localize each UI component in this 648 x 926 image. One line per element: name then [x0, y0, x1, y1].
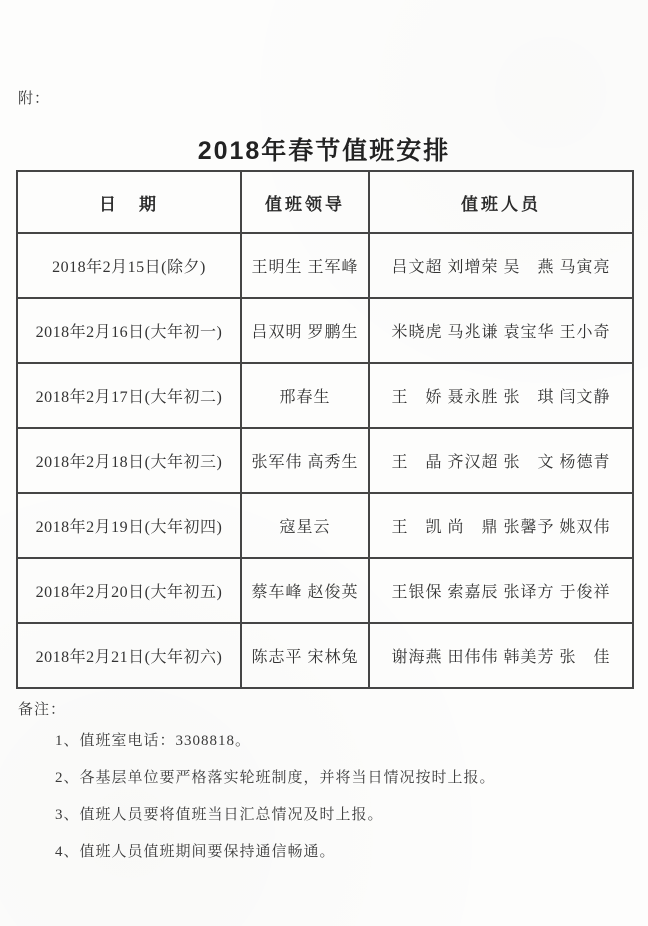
leaders-cell: 蔡车峰 赵俊英	[241, 558, 369, 623]
note-item-3: 3、值班人员要将值班当日汇总情况及时上报。	[55, 807, 384, 823]
leaders-cell: 吕双明 罗鹏生	[241, 298, 369, 363]
notes-section	[18, 698, 628, 881]
leaders-cell: 王明生 王军峰	[241, 233, 369, 298]
date-cell: 2018年2月21日(大年初六)	[17, 623, 241, 688]
staff-cell: 王 凯 尚 鼎 张馨予 姚双伟	[369, 493, 633, 558]
staff-cell: 王 娇 聂永胜 张 琪 闫文静	[369, 363, 633, 428]
attachment-label: 附：	[18, 91, 51, 107]
leaders-cell: 邢春生	[241, 363, 369, 428]
staff-cell: 吕文超 刘增荣 吴 燕 马寅亮	[369, 233, 633, 298]
date-cell: 2018年2月16日(大年初一)	[17, 298, 241, 363]
header-staff: 值班人员	[369, 171, 633, 233]
staff-cell: 王银保 索嘉辰 张译方 于俊祥	[369, 558, 633, 623]
header-date: 日 期	[17, 171, 241, 233]
date-cell: 2018年2月15日(除夕)	[17, 233, 241, 298]
note-item-4: 4、值班人员值班期间要保持通信畅通。	[55, 844, 336, 860]
date-cell: 2018年2月18日(大年初三)	[17, 428, 241, 493]
date-cell: 2018年2月17日(大年初二)	[17, 363, 241, 428]
note-item-1: 1、值班室电话：3308818。	[55, 733, 252, 749]
note-item-2: 2、各基层单位要严格落实轮班制度，并将当日情况按时上报。	[55, 770, 496, 786]
table-row	[17, 558, 633, 623]
leaders-cell: 张军伟 高秀生	[241, 428, 369, 493]
header-leaders: 值班领导	[241, 171, 369, 233]
table-row	[17, 493, 633, 558]
date-cell: 2018年2月19日(大年初四)	[17, 493, 241, 558]
duty-schedule-table	[16, 170, 634, 689]
staff-cell: 谢海燕 田伟伟 韩美芳 张 佳	[369, 623, 633, 688]
leaders-cell: 寇星云	[241, 493, 369, 558]
table-row	[17, 623, 633, 688]
table-row	[17, 298, 633, 363]
page-title: 2018年春节值班安排	[197, 137, 451, 165]
staff-cell: 米晓虎 马兆谦 袁宝华 王小奇	[369, 298, 633, 363]
table-row	[17, 363, 633, 428]
leaders-cell: 陈志平 宋林兔	[241, 623, 369, 688]
table-header-row	[17, 171, 633, 233]
notes-label: 备注：	[18, 702, 67, 718]
date-cell: 2018年2月20日(大年初五)	[17, 558, 241, 623]
staff-cell: 王 晶 齐汉超 张 文 杨德青	[369, 428, 633, 493]
table-row	[17, 233, 633, 298]
table-row	[17, 428, 633, 493]
